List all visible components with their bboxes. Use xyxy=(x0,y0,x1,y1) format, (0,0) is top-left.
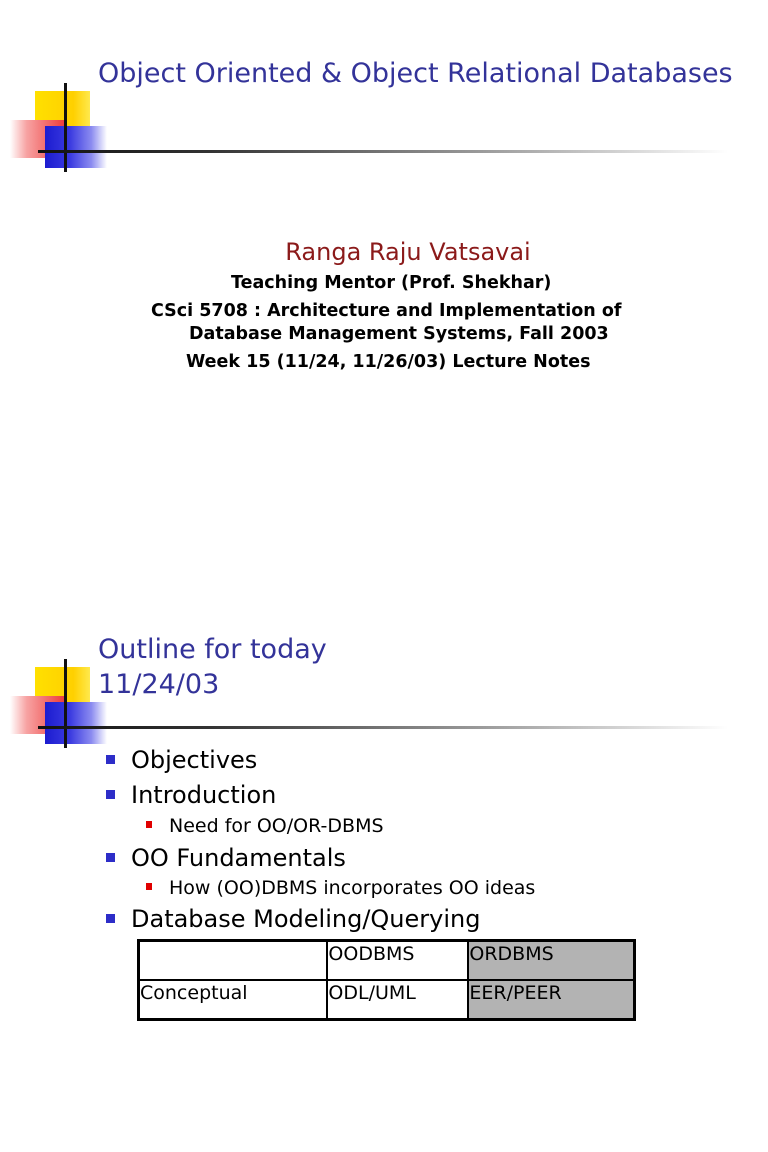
sub-bullet-square-icon xyxy=(146,821,152,828)
slide-title-line-2: 11/24/03 xyxy=(98,669,220,700)
sub-bullet-text: How (OO)DBMS incorporates OO ideas xyxy=(169,877,536,899)
slide-title: Object Oriented & Object Relational Databases xyxy=(98,58,733,89)
bullet-text: Introduction xyxy=(131,781,277,809)
blue-gradient-decoration xyxy=(45,702,107,744)
table-cell: ODL/UML xyxy=(327,980,468,1020)
bullet-square-icon xyxy=(106,853,115,862)
sub-bullet-item xyxy=(146,877,535,899)
bullet-text: Objectives xyxy=(131,746,258,774)
table-row xyxy=(139,980,635,1020)
bullet-item xyxy=(106,746,257,774)
corner-decoration xyxy=(0,576,110,751)
course-line-1: CSci 5708 : Architecture and Implementation of xyxy=(151,301,622,321)
blue-gradient-decoration xyxy=(45,126,107,168)
slide-title xyxy=(98,632,738,702)
table-header-cell: ORDBMS xyxy=(468,941,634,981)
table-header-cell xyxy=(139,941,328,981)
title-underline-rule xyxy=(38,150,728,153)
table-header-cell: OODBMS xyxy=(327,941,468,981)
table-header-row xyxy=(139,941,635,981)
bullet-item xyxy=(106,905,480,933)
bullet-square-icon xyxy=(106,790,115,799)
sub-bullet-text: Need for OO/OR-DBMS xyxy=(169,815,384,837)
sub-bullet-item xyxy=(146,815,384,837)
bullet-item xyxy=(106,844,346,872)
week-line: Week 15 (11/24, 11/26/03) Lecture Notes xyxy=(186,352,591,372)
bullet-text: Database Modeling/Querying xyxy=(131,905,481,933)
slide-title-line-1: Outline for today xyxy=(98,634,327,665)
title-underline-rule xyxy=(38,726,728,729)
comparison-table xyxy=(137,939,636,1021)
table-cell: EER/PEER xyxy=(468,980,634,1020)
table-cell: Conceptual xyxy=(139,980,328,1020)
bullet-text: OO Fundamentals xyxy=(131,844,346,872)
author-name: Ranga Raju Vatsavai xyxy=(285,238,531,266)
sub-bullet-square-icon xyxy=(146,883,152,890)
bullet-square-icon xyxy=(106,914,115,923)
bullet-square-icon xyxy=(106,755,115,764)
vertical-rule xyxy=(64,659,67,748)
vertical-rule xyxy=(64,83,67,172)
corner-decoration xyxy=(0,0,110,175)
bullet-item xyxy=(106,781,276,809)
course-line-2: Database Management Systems, Fall 2003 xyxy=(189,324,609,344)
mentor-line: Teaching Mentor (Prof. Shekhar) xyxy=(231,273,552,293)
